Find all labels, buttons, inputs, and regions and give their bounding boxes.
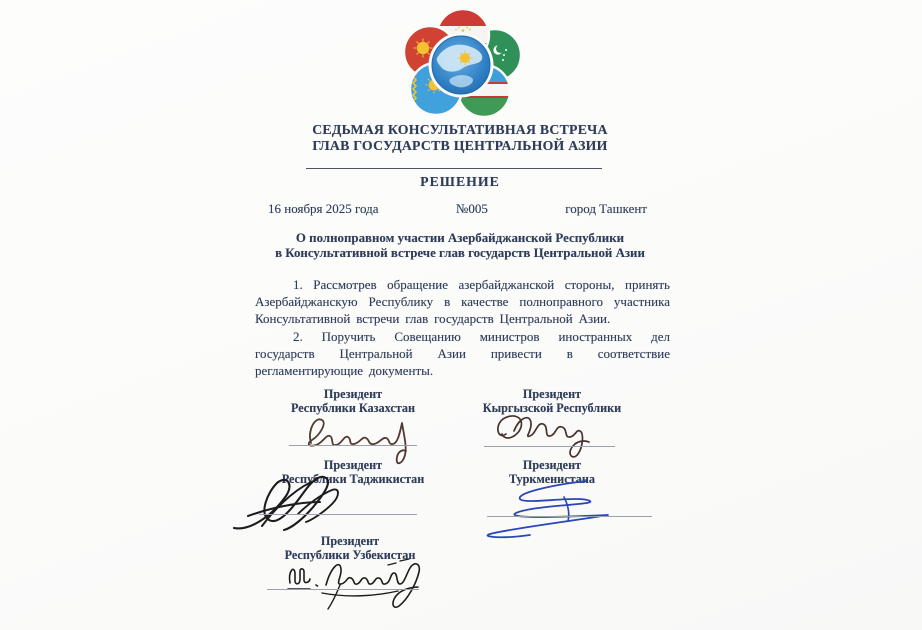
- signatory-country: Республики Таджикистан: [281, 472, 425, 487]
- signature-uzbekistan: [282, 545, 458, 617]
- document-title: [246, 122, 674, 153]
- signature-line-tajikistan: [259, 514, 417, 515]
- title-line-1: СЕДЬМАЯ КОНСУЛЬТАТИВНАЯ ВСТРЕЧА: [312, 122, 608, 137]
- signature-line-kazakhstan: [289, 445, 417, 446]
- subject-heading: [246, 231, 674, 261]
- doc-city: город Ташкент: [565, 201, 647, 216]
- signatory-title: Президент: [323, 458, 383, 472]
- doc-type-heading: РЕШЕНИЕ: [420, 174, 500, 189]
- signatory-country: Республики Казахстан: [290, 401, 416, 416]
- signature-turkmenistan: [468, 477, 644, 543]
- subject-line-2: в Консультативной встрече глав государств Центральной Азии: [275, 245, 645, 260]
- subject-line-1: О полноправном участии Азербайджанской Республики: [295, 231, 625, 245]
- signature-tajikistan: [228, 470, 404, 536]
- body-paragraph-2: 2. Поручить Совещанию министров иностранных дел государств Центральной Азии привести в соответствие регламентирующие документы.: [255, 328, 670, 379]
- signatory-country: Кыргызской Республики: [482, 401, 622, 416]
- summit-emblem: [395, 8, 525, 116]
- globe-icon: [429, 33, 494, 98]
- signatory-title: Президент: [320, 534, 380, 548]
- signature-line-uzbekistan: [267, 589, 419, 590]
- signature-line-turkmenistan: [487, 516, 652, 517]
- title-line-2: ГЛАВ ГОСУДАРСТВ ЦЕНТРАЛЬНОЙ АЗИИ: [312, 137, 608, 153]
- document-body: [255, 276, 670, 379]
- doc-date: 16 ноября 2025 года: [268, 201, 379, 216]
- signature-kyrgyzstan: [488, 404, 620, 462]
- signatory-title: Президент: [323, 387, 383, 401]
- horizontal-rule: [306, 168, 602, 169]
- signatory-country: Республики Узбекистан: [284, 548, 416, 563]
- doc-number: №005: [455, 201, 488, 216]
- signatory-country: Туркменистана: [509, 472, 595, 487]
- signatory-title: Президент: [522, 387, 582, 401]
- date-line: [268, 201, 647, 217]
- signature-line-kyrgyzstan: [484, 446, 615, 447]
- signatory-title: Президент: [522, 458, 582, 472]
- body-paragraph-1: 1. Рассмотрев обращение азербайджанской стороны, принять Азербайджанскую Республику в качестве полноправного участника Консультативной встречи глав государств Центральной Азии.: [255, 277, 670, 327]
